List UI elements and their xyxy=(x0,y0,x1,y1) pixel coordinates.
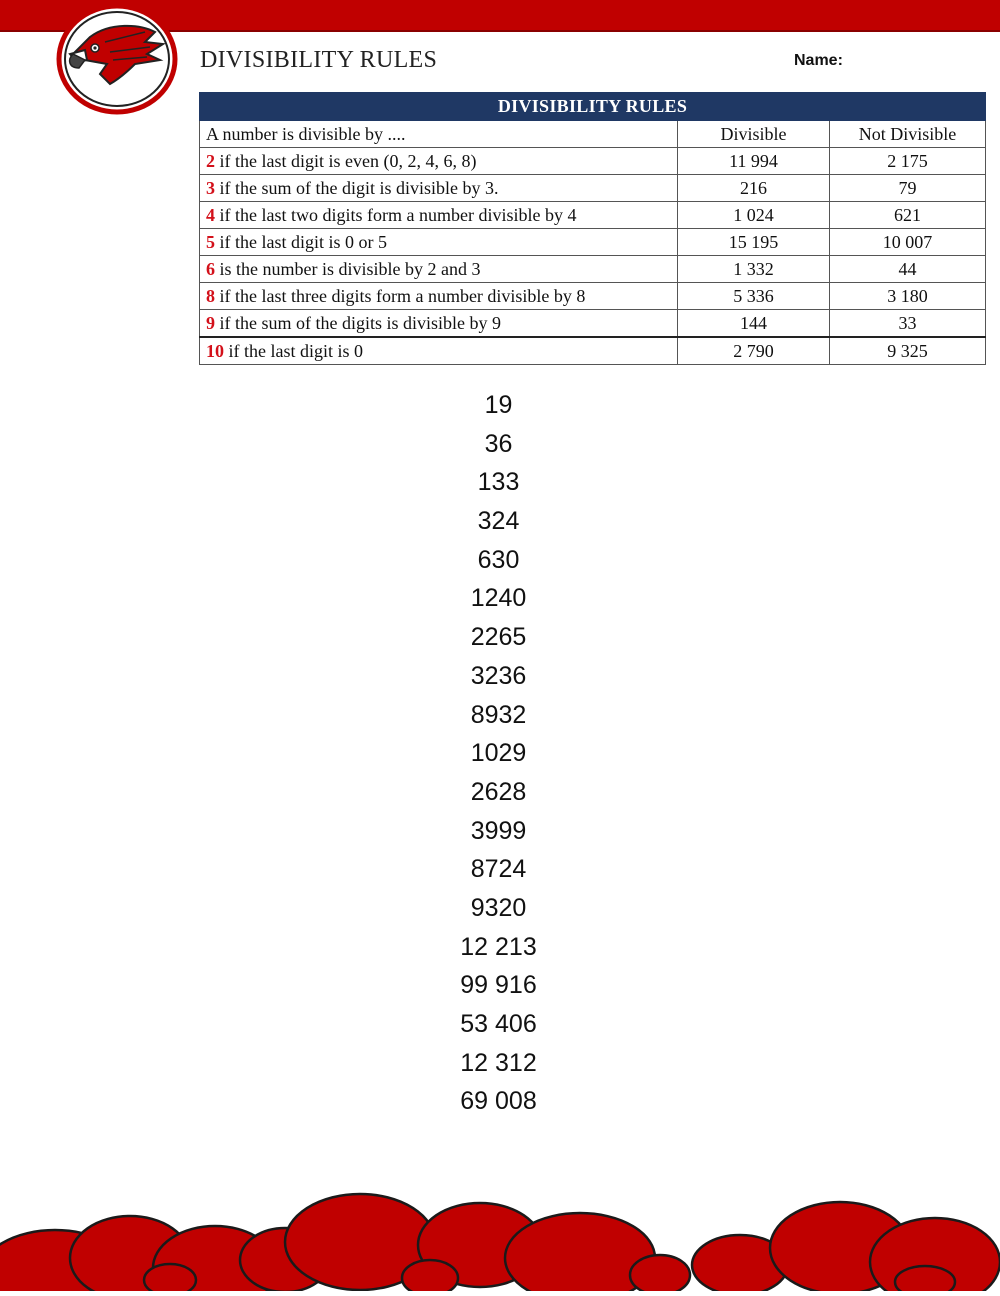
rule-text: is the number is divisible by 2 and 3 xyxy=(215,258,481,279)
number-item[interactable]: 9320 xyxy=(470,893,527,922)
number-item[interactable]: 8724 xyxy=(470,855,527,884)
divisible-example: 5 336 xyxy=(678,283,830,310)
number-item[interactable]: 630 xyxy=(477,545,520,574)
rule-cell xyxy=(200,175,678,202)
divisible-example: 144 xyxy=(678,310,830,338)
rule-number: 8 xyxy=(206,285,215,306)
rule-cell xyxy=(200,256,678,283)
table-row xyxy=(200,175,986,202)
table-row xyxy=(200,202,986,229)
divisibility-rules-table xyxy=(199,92,986,365)
rule-cell xyxy=(200,229,678,256)
number-item[interactable]: 99 916 xyxy=(460,971,537,1000)
number-item[interactable]: 8932 xyxy=(470,700,527,729)
divisible-example: 2 790 xyxy=(678,337,830,365)
table-header-row xyxy=(200,121,986,148)
not-divisible-example: 10 007 xyxy=(830,229,986,256)
rule-number: 10 xyxy=(206,340,224,361)
number-item[interactable]: 12 312 xyxy=(460,1048,537,1077)
divisible-example: 11 994 xyxy=(678,148,830,175)
rule-text: if the last two digits form a number divisible by 4 xyxy=(215,204,577,225)
not-divisible-example: 3 180 xyxy=(830,283,986,310)
divisible-example: 1 332 xyxy=(678,256,830,283)
column-header: Not Divisible xyxy=(830,121,986,148)
divisible-example: 1 024 xyxy=(678,202,830,229)
table-row xyxy=(200,310,986,338)
not-divisible-example: 9 325 xyxy=(830,337,986,365)
rule-number: 3 xyxy=(206,177,215,198)
rule-cell xyxy=(200,148,678,175)
number-item[interactable]: 133 xyxy=(477,468,520,497)
divisible-example: 15 195 xyxy=(678,229,830,256)
not-divisible-example: 2 175 xyxy=(830,148,986,175)
name-label: Name: xyxy=(794,52,843,69)
page-title: DIVISIBILITY RULES xyxy=(200,47,438,73)
rule-text: if the last three digits form a number divisible by 8 xyxy=(215,285,586,306)
rule-text: if the sum of the digit is divisible by 3. xyxy=(215,177,499,198)
number-item[interactable]: 324 xyxy=(477,507,520,536)
rule-cell xyxy=(200,310,678,338)
rule-text: if the last digit is 0 xyxy=(224,340,363,361)
table-row xyxy=(200,229,986,256)
rule-number: 6 xyxy=(206,258,215,279)
rule-text: if the sum of the digits is divisible by 9 xyxy=(215,312,501,333)
rule-number: 2 xyxy=(206,150,215,171)
table-banner-row xyxy=(200,93,986,121)
numbers-list xyxy=(0,386,997,1121)
table-row xyxy=(200,148,986,175)
rule-text: if the last digit is 0 or 5 xyxy=(215,231,387,252)
number-item[interactable]: 1240 xyxy=(470,584,527,613)
rule-cell xyxy=(200,337,678,365)
table-row xyxy=(200,256,986,283)
rule-text: if the last digit is even (0, 2, 4, 6, 8) xyxy=(215,150,477,171)
number-item[interactable]: 3236 xyxy=(470,661,527,690)
divisible-example: 216 xyxy=(678,175,830,202)
number-item[interactable]: 2265 xyxy=(470,623,527,652)
number-item[interactable]: 2628 xyxy=(470,777,527,806)
rule-cell xyxy=(200,283,678,310)
table-row xyxy=(200,283,986,310)
rule-number: 5 xyxy=(206,231,215,252)
number-item[interactable]: 3999 xyxy=(470,816,527,845)
number-item[interactable]: 12 213 xyxy=(460,932,537,961)
number-item[interactable]: 1029 xyxy=(470,739,527,768)
not-divisible-example: 79 xyxy=(830,175,986,202)
rule-cell xyxy=(200,202,678,229)
column-header: A number is divisible by .... xyxy=(200,121,678,148)
number-item[interactable]: 19 xyxy=(484,391,513,419)
not-divisible-example: 33 xyxy=(830,310,986,338)
table-banner: DIVISIBILITY RULES xyxy=(200,93,986,121)
eagle-head-logo-icon xyxy=(55,2,185,117)
not-divisible-example: 621 xyxy=(830,202,986,229)
column-header: Divisible xyxy=(678,121,830,148)
not-divisible-example: 44 xyxy=(830,256,986,283)
red-bubbles-border-icon xyxy=(0,1180,1000,1291)
rule-number: 4 xyxy=(206,204,215,225)
number-item[interactable]: 69 008 xyxy=(460,1087,537,1116)
number-item[interactable]: 36 xyxy=(484,429,513,458)
table-row xyxy=(200,337,986,365)
rule-number: 9 xyxy=(206,312,215,333)
number-item[interactable]: 53 406 xyxy=(460,1010,537,1038)
